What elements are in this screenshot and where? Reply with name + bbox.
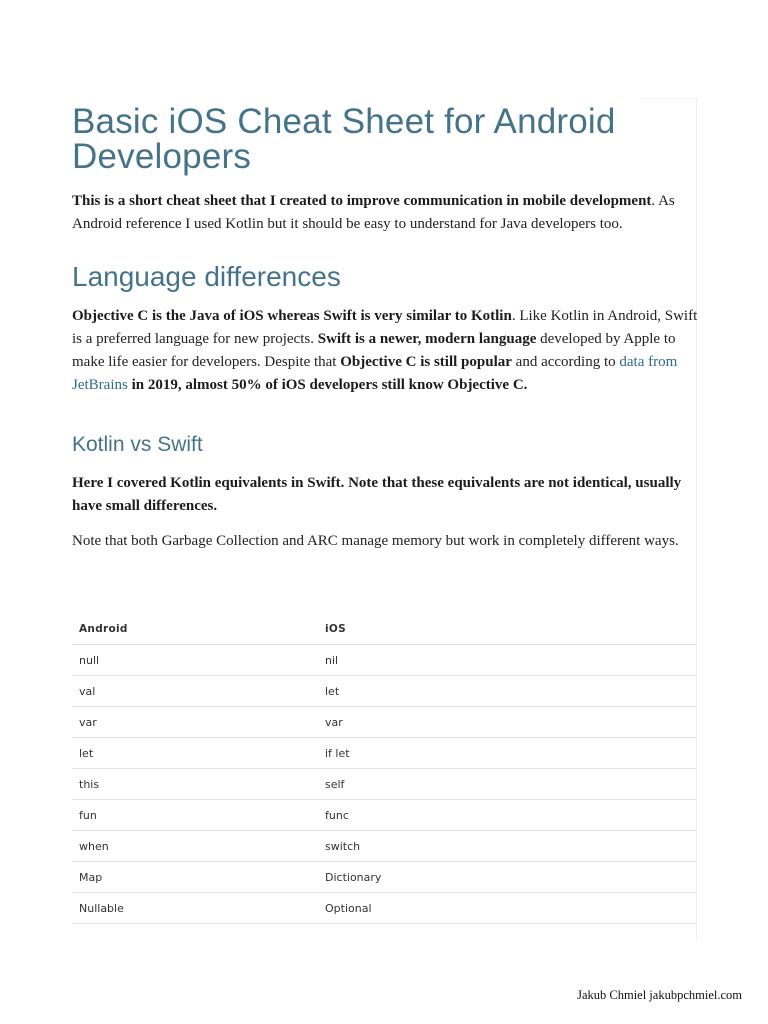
intro-paragraph: [72, 190, 698, 236]
lang-bold-1: Objective C is the Java of iOS whereas Swift is very similar to Kotlin: [72, 308, 512, 324]
table-cell-ios: Optional: [318, 893, 696, 924]
document-content: [72, 104, 698, 553]
lang-bold-2: Swift is a newer, modern language: [317, 331, 537, 347]
table-cell-android: val: [72, 676, 318, 707]
section-heading-kotlin-vs-swift: Kotlin vs Swift: [72, 433, 203, 456]
table-header-android: Android: [72, 614, 318, 645]
lang-text-2: developed by Apple to make life easier for developers. Despite that: [72, 331, 676, 370]
kotlin-swift-table: [72, 614, 696, 924]
table-cell-ios: func: [318, 800, 696, 831]
table-cell-ios: if let: [318, 738, 696, 769]
table-cell-android: Nullable: [72, 893, 318, 924]
table-header-row: [72, 614, 696, 645]
table-cell-android: fun: [72, 800, 318, 831]
table-cell-ios: nil: [318, 645, 696, 676]
jetbrains-data-link[interactable]: data from JetBrains: [72, 354, 678, 393]
table-row: [72, 769, 696, 800]
table-cell-android: this: [72, 769, 318, 800]
language-differences-paragraph: [72, 305, 698, 397]
intro-text: . As Android reference I used Kotlin but it should be easy to understand for Java developers too.: [72, 193, 675, 232]
table-cell-android: let: [72, 738, 318, 769]
table-cell-android: Map: [72, 862, 318, 893]
lang-text-3: and according to: [511, 354, 620, 370]
lang-text-1: . Like Kotlin in Android, Swift is a preferred language for new projects.: [72, 308, 698, 347]
table-row: [72, 800, 696, 831]
section-heading-language-differences: Language differences: [72, 261, 341, 292]
kotlin-vs-swift-bold-paragraph: [72, 472, 698, 518]
table-cell-ios: var: [318, 707, 696, 738]
lang-bold-4: in 2019, almost 50% of iOS developers still know Objective C.: [127, 377, 528, 393]
kotlin-bold-text: Here I covered Kotlin equivalents in Swift. Note that these equivalents are not identical, usually have small differences.: [72, 475, 682, 514]
page-title: Basic iOS Cheat Sheet for Android Developers: [72, 102, 616, 176]
table-row: [72, 707, 696, 738]
table-row: [72, 893, 696, 924]
table-cell-android: null: [72, 645, 318, 676]
table-cell-ios: switch: [318, 831, 696, 862]
intro-bold-text: This is a short cheat sheet that I created to improve communication in mobile development: [72, 193, 652, 209]
table-row: [72, 831, 696, 862]
table-row: [72, 645, 696, 676]
table-row: [72, 738, 696, 769]
memory-note-paragraph: Note that both Garbage Collection and ARC manage memory but work in completely different ways.: [72, 533, 679, 549]
table-row: [72, 676, 696, 707]
table-cell-android: when: [72, 831, 318, 862]
page-footer: Jakub Chmiel jakubpchmiel.com: [577, 988, 742, 1002]
table-header-ios: iOS: [318, 614, 696, 645]
table-cell-ios: Dictionary: [318, 862, 696, 893]
table-row: [72, 862, 696, 893]
table-cell-android: var: [72, 707, 318, 738]
lang-bold-3: Objective C is still popular: [340, 354, 512, 370]
table-cell-ios: self: [318, 769, 696, 800]
table-cell-ios: let: [318, 676, 696, 707]
page-edge-top: [640, 98, 696, 99]
